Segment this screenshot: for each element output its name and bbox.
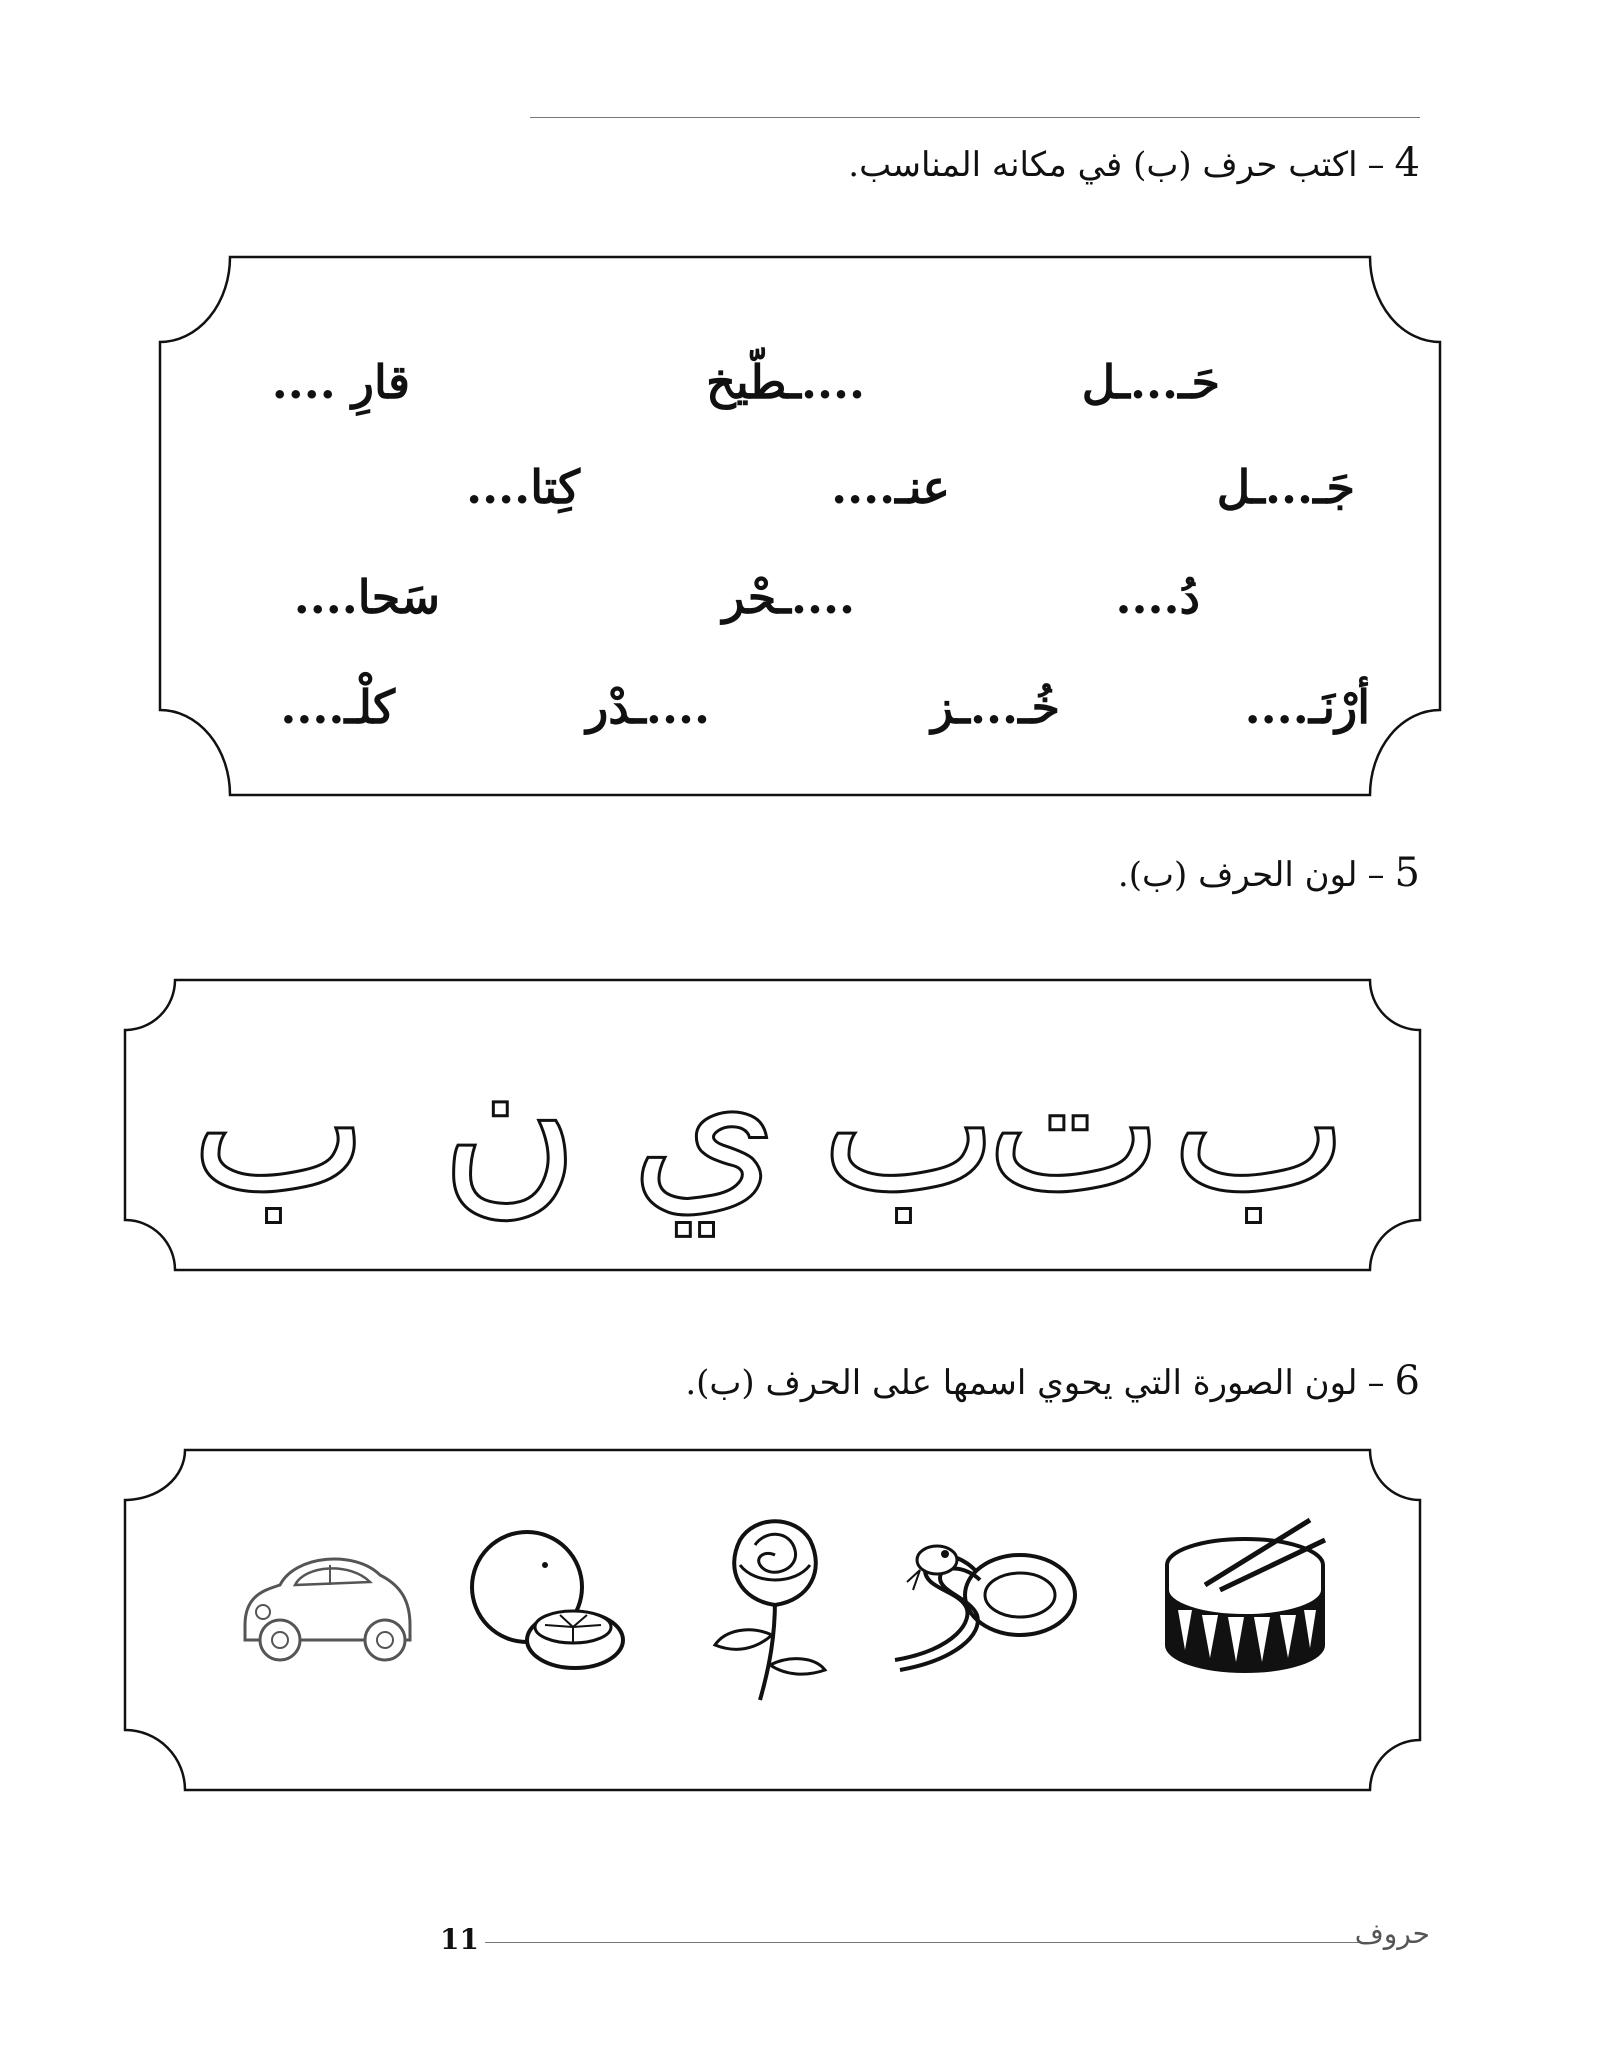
exercise-5-instruction: لون الحرف (ب). — [1117, 855, 1358, 895]
outline-letter-yaa[interactable]: ي — [630, 1014, 779, 1235]
footer-rule — [485, 1942, 1360, 1943]
book-title: حروف — [1354, 1917, 1430, 1950]
drum-icon[interactable] — [1150, 1510, 1340, 1680]
blank-word: سَحا.... — [293, 570, 440, 624]
outline-letter-baa-medial[interactable]: ب — [820, 1014, 999, 1235]
blank-word: دُ.... — [1115, 570, 1200, 624]
blank-word: حَـ...ـل — [1081, 355, 1220, 409]
blank-word: ....ـدْر — [586, 680, 710, 734]
exercise-6-dash: – — [1367, 1363, 1385, 1403]
exercise-5-dash: – — [1367, 855, 1385, 895]
blank-word: ....ـحْر — [722, 570, 855, 624]
blank-word: كلْـ.... — [280, 680, 395, 734]
snake-icon[interactable] — [885, 1510, 1095, 1680]
blank-word: خُـ...ـز — [931, 680, 1060, 734]
orange-icon[interactable] — [465, 1525, 635, 1675]
blank-word: كِتا.... — [466, 460, 580, 514]
exercise-4-instruction: اكتب حرف (ب) في مكانه المناسب. — [848, 145, 1358, 185]
exercise-6-number: 6 — [1394, 1358, 1420, 1404]
outline-letter-noon[interactable]: ن — [440, 1014, 580, 1235]
blank-word: عنـ.... — [831, 460, 950, 514]
outline-letter-baa-final[interactable]: ب — [190, 1014, 369, 1235]
exercise-4-dash: – — [1367, 145, 1385, 185]
exercise-5-number: 5 — [1394, 850, 1420, 896]
blank-word: ....ـطّيخ — [706, 355, 865, 409]
exercise-4-number: 4 — [1394, 140, 1420, 186]
outline-letter-baa[interactable]: ب — [1170, 1014, 1349, 1235]
blank-word: جَـ...ـل — [1216, 460, 1355, 514]
blank-word: أرْنَـ.... — [1244, 680, 1370, 734]
blank-word: قارِ .... — [271, 355, 410, 409]
page-number: 11 — [440, 1923, 479, 1956]
outline-letter-taa[interactable]: ت — [985, 1014, 1164, 1235]
car-icon[interactable] — [225, 1540, 425, 1670]
rose-icon[interactable] — [700, 1505, 850, 1705]
exercise-6-instruction: لون الصورة التي يحوي اسمها على الحرف (ب). — [685, 1363, 1358, 1403]
